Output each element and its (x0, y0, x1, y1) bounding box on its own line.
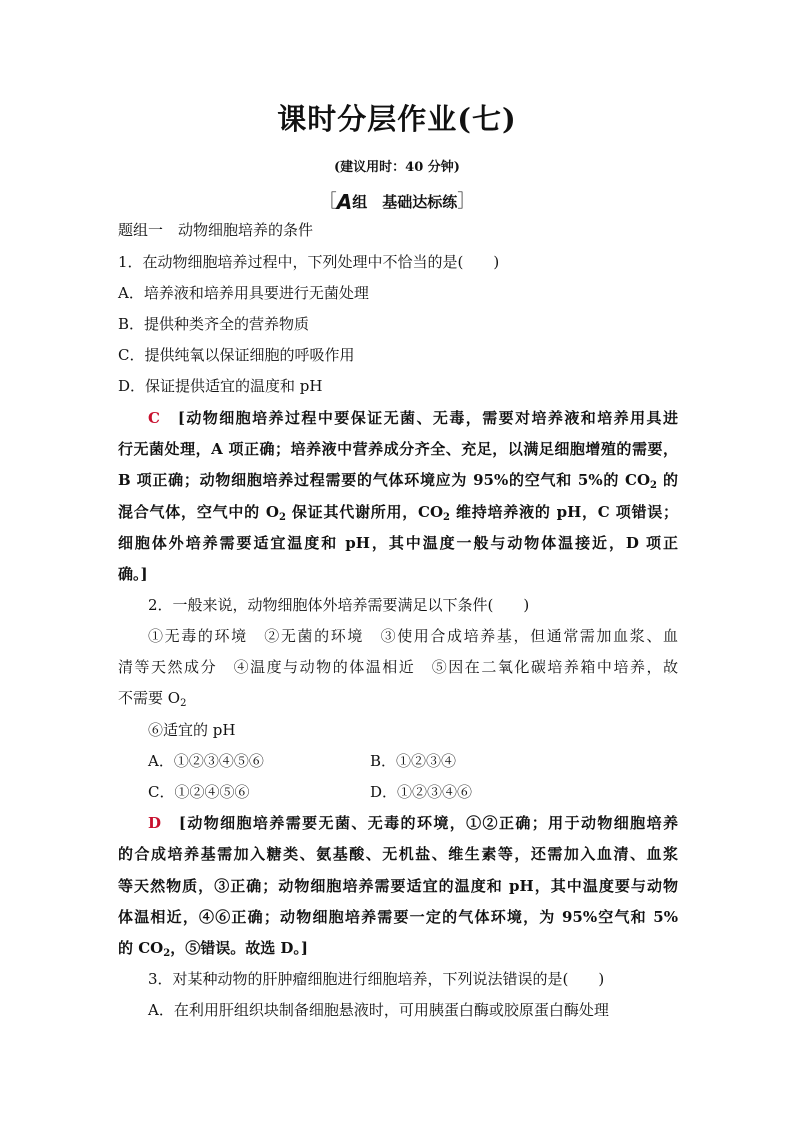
question-1-answer: C (148, 409, 160, 427)
question-2-condition-line: ①无毒的环境 ②无菌的环境 ③使用合成培养基，但通常需加血浆、血 (148, 627, 678, 645)
question-1-stem: 1．在动物细胞培养过程中，下列处理中不恰当的是( ) (118, 253, 500, 271)
question-1-option-b: B．提供种类齐全的营养物质 (118, 315, 310, 333)
question-2-option-c: C．①②④⑤⑥ (148, 783, 250, 801)
question-1-explanation-line: C [动物细胞培养过程中要保证无菌、无毒，需要对培养液和培养用具进 (148, 409, 678, 427)
question-1-explanation-line: 细胞体外培养需要适宜温度和 pH，其中温度一般与动物体温接近，D 项正 (118, 534, 678, 552)
question-2-explanation-line: D [动物细胞培养需要无菌、无毒的环境，①②正确；用于动物细胞培养 (148, 814, 678, 832)
question-2-explanation-line: 的 $CO_2$，⑤错误。故选 D。] (118, 939, 309, 959)
question-1-option-d: D．保证提供适宜的温度和 pH (118, 377, 323, 395)
question-2-answer: D (148, 814, 162, 832)
question-1-option-c: C．提供纯氧以保证细胞的呼吸作用 (118, 346, 355, 364)
page-title: 课时分层作业(七) (277, 102, 517, 136)
question-2-stem: 2．一般来说，动物细胞体外培养需要满足以下条件( ) (148, 596, 530, 614)
question-2-explanation-line: 的合成培养基需加入糖类、氨基酸、无机盐、维生素等，还需加入血清、血浆 (118, 845, 678, 863)
question-2-option-d: D．①②③④⑥ (370, 783, 473, 801)
question-2-condition-line: 清等天然成分 ④温度与动物的体温相近 ⑤因在二氧化碳培养箱中培养，故 (118, 658, 678, 676)
section-heading: 题组一 动物细胞培养的条件 (118, 221, 314, 239)
question-2-option-a: A．①②③④⑤⑥ (148, 752, 264, 770)
question-1-explanation-line: 混合气体，空气中的 $O_2$ 保证其代谢所用，$CO_2$ 维持培养液的 pH，C 项错误； (118, 503, 678, 523)
group-label: 组 基础达标练 (352, 193, 458, 211)
question-3-option-a: A．在利用肝组织块制备细胞悬液时，可用胰蛋白酶或胶原蛋白酶处理 (148, 1001, 609, 1019)
group-letter-badge: A (336, 190, 353, 214)
question-1-explanation-line: B 项正确；动物细胞培养过程需要的气体环境应为 95%的空气和 5%的 $CO_2$ 的 (118, 471, 678, 491)
question-1-explanation-line: 行无菌处理，A 项正确；培养液中营养成分齐全、充足，以满足细胞增殖的需要， (118, 440, 678, 458)
question-1-explanation-line: 确。] (118, 565, 148, 583)
question-2-explanation-line: 体温相近，④⑥正确；动物细胞培养需要一定的气体环境，为 95%空气和 5% (118, 908, 678, 926)
question-1-option-a: A．培养液和培养用具要进行无菌处理 (118, 284, 369, 302)
time-suggestion: (建议用时：40 分钟) (334, 160, 460, 175)
question-2-explanation-line: 等天然物质，③正确；动物细胞培养需要适宜的温度和 pH，其中温度要与动物 (118, 877, 678, 895)
bracket-open: ［ (318, 191, 337, 212)
question-2-condition-line: 不需要 $O_2$ (118, 689, 187, 709)
question-3-stem: 3．对某种动物的肝肿瘤细胞进行细胞培养，下列说法错误的是( ) (148, 970, 605, 988)
question-2-option-b: B．①②③④ (370, 752, 457, 770)
bracket-close: ］ (457, 191, 476, 212)
question-2-condition-line: ⑥适宜的 pH (148, 721, 236, 739)
group-heading (0, 187, 794, 214)
